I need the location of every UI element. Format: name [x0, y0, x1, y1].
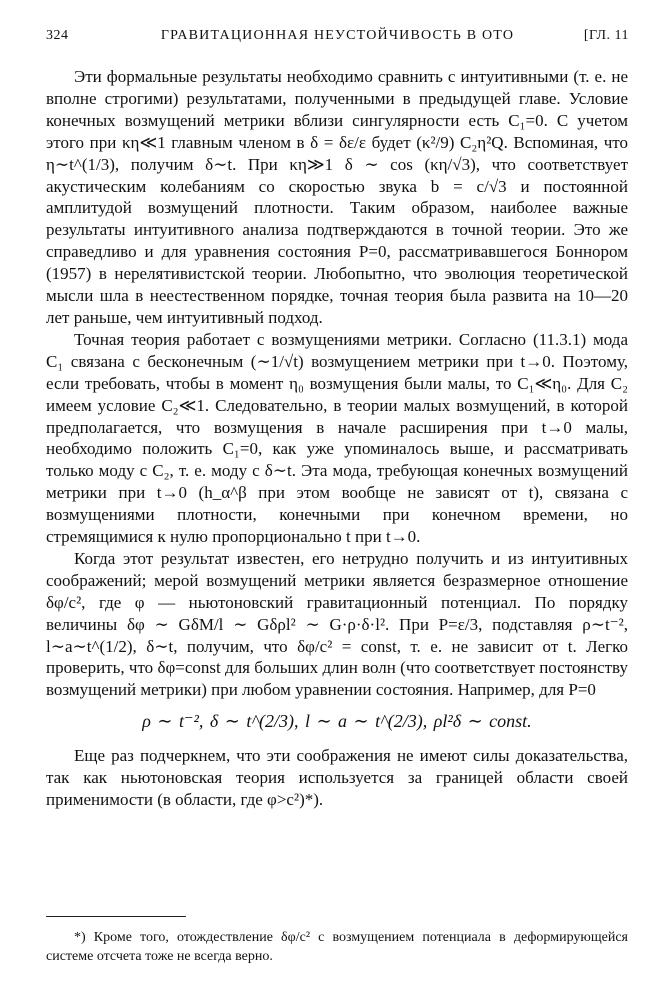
page-number: 324	[46, 28, 69, 43]
paragraph-exact-theory: Точная теория работает с возмущениями метрики. Согласно (11.3.1) мода C₁ связана с бесконечным (∼1/√t) возмущением метрики при t→0. Поэтому, если требовать, чтобы в момент η₀ возмущения были малы, то C₁≪η₀. Для C₂ имеем условие C₂≪1. Следовательно, в теории малых возмущений, в которой предполагается, что возмущения в начале расширения при t→0 малы, необходимо положить C₁=0, как уже упоминалось выше, и рассматривать только моду с C₂, т. е. моду с δ∼t. Эта мода, требующая конечных возмущений метрики при t→0 (h_α^β при этом вообще не зависят от t), связана с возмущениями плотности, конечными при конечном времени, но стремящимися к нулю пропорционально t при t→0.	[46, 329, 628, 547]
footnote-rule	[46, 916, 186, 917]
paragraph-closing: Еще раз подчеркнем, что эти соображения не имеют силы доказательства, так как ньютоновская теория используется за границей области своей применимости (в области, где φ>c²)*).	[46, 746, 628, 809]
main-text	[46, 66, 628, 811]
paragraph-comparison: Эти формальные результаты необходимо сравнить с интуитивными (т. е. не вполне строгими) результатами, полученными в предыдущей главе. Условие конечных возмущений метрики вблизи сингулярности есть C₁=0. С учетом этого при κη≪1 главным членом в δ = δε/ε будет (κ²/9) C₂η²Q. Вспоминая, что η∼t^(1/3), получим δ∼t. При κη≫1 δ ∼ cos (κη/√3), что соответствует акустическим колебаниям со скоростью звука b = c/√3 и постоянной амплитудой возмущений плотности. Таким образом, наиболее важные результаты интуитивного анализа подтверждаются в точной теории. Это же справедливо и для уравнения состояния P=0, рассматривавшегося Боннором (1957) в нерелятивистской теории. Любопытно, что эволюция теоретической мысли шла в неестественном порядке, точная теория была развита на 10—20 лет раньше, чем интуитивный подход.	[46, 67, 628, 327]
footnote: *) Кроме того, отождествление δφ/c² с возмущением потенциала в деформирующейся системе отсчета тоже не всегда верно.	[46, 930, 628, 964]
chapter-marker: [ГЛ. 11	[583, 28, 629, 43]
running-header	[46, 28, 629, 50]
display-formula: ρ ∼ t⁻², δ ∼ t^(2/3), l ∼ a ∼ t^(2/3), ρl²δ ∼ const.	[142, 711, 532, 732]
paragraph-intuitive: Когда этот результат известен, его нетрудно получить и из интуитивных соображений; мерой возмущений метрики является безразмерное отношение δφ/c², где φ — ньютоновский гравитационный потенциал. По порядку величины δφ ∼ GδM/l ∼ Gδρl² ∼ G·ρ·δ·l². При P=ε/3, подставляя ρ∼t⁻², l∼a∼t^(1/2), δ∼t, получим, что δφ/c² = const, т. е. не зависит от t. Легко проверить, что δφ=const для больших длин волн (что соответствует постоянству возмущений метрики) при любом уравнении состояния. Например, для P=0	[46, 548, 628, 700]
running-title: ГРАВИТАЦИОННАЯ НЕУСТОЙЧИВОСТЬ В ОТО	[160, 28, 515, 43]
